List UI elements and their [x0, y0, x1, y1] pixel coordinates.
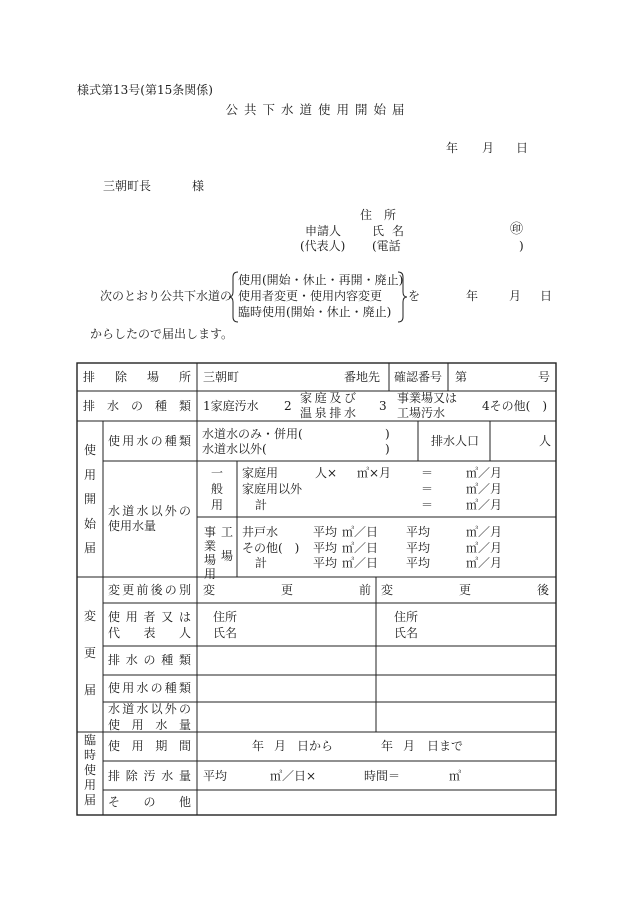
- general-use-label: 一 般 用: [211, 466, 224, 512]
- statement-particle: を: [408, 289, 421, 303]
- general-row-non-household-equals: ＝: [421, 482, 434, 496]
- statement-option-change: 使用者変更・使用内容変更: [238, 289, 383, 303]
- applicant-name-label: 氏 名: [372, 224, 404, 238]
- period-to-year: 年: [381, 739, 394, 753]
- drainage-option-2-line-1: 家 庭 及 び: [300, 391, 356, 405]
- water-type-option-2-close: ): [385, 442, 390, 456]
- business-row-well-name: 井戸水: [242, 525, 279, 539]
- general-row-total-unit: ㎥／月: [466, 498, 503, 512]
- business-row-total-avg-month: 平均: [406, 556, 431, 570]
- general-row-non-household-name: 家庭用以外: [242, 482, 303, 496]
- drainage-option-1-number: 1: [203, 399, 211, 413]
- change-non-tap-volume-label-2: 使 用 水 量: [108, 718, 191, 732]
- change-notice-section-label: 変 更 届: [84, 609, 97, 697]
- change-before-header: 変 更 前: [203, 583, 371, 597]
- general-row-household-unit: ㎥／月: [466, 466, 503, 480]
- change-user-label-1: 使 用 者 又 は: [108, 610, 191, 624]
- period-to-month: 月: [403, 739, 416, 753]
- discharge-volume-unit: ㎥: [449, 769, 462, 783]
- drainage-option-3-number: 3: [379, 399, 387, 413]
- confirmation-number-label: 確認番号: [394, 370, 443, 384]
- statement-option-temporary: 臨時使用(開始・休止・廃止): [238, 305, 392, 319]
- confirmation-number-prefix: 第: [455, 370, 468, 384]
- business-row-total-unit-day: ㎥／日: [342, 556, 379, 570]
- addressee-honorific: 様: [192, 179, 205, 193]
- temporary-other-label: そ の 他: [108, 795, 191, 809]
- applicant-address-label: 住 所: [360, 208, 396, 222]
- temporary-notice-section-label: 臨 時 使 用 届: [84, 733, 97, 807]
- change-before-after-label: 変 更 前 後 の 別: [108, 583, 191, 597]
- water-type-option-tap-or-mixed: 水道水のみ・併用(: [202, 427, 303, 441]
- drainage-population-unit: 人: [539, 434, 552, 448]
- business-row-other-unit-day: ㎥／日: [342, 541, 379, 555]
- discharge-volume-per-day: ㎥／日×: [270, 769, 317, 783]
- applicant-role-label: 申請人: [305, 224, 342, 238]
- change-before-name-label: 氏名: [213, 626, 238, 640]
- seal-mark: ㊞: [510, 222, 524, 237]
- discharge-town: 三朝町: [203, 370, 240, 384]
- drainage-population-label: 排水人口: [431, 434, 480, 448]
- right-brace: [397, 271, 407, 323]
- statement-closing: からしたので届出します。: [90, 327, 234, 341]
- addressee-name: 三朝町長: [103, 179, 152, 193]
- business-row-total-name: 計: [255, 556, 268, 570]
- period-from-year: 年: [252, 739, 265, 753]
- general-row-total-equals: ＝: [421, 498, 434, 512]
- general-row-total-name: 計: [255, 498, 268, 512]
- drainage-option-1: [203, 399, 259, 413]
- water-type-option-1-close: ): [385, 427, 390, 441]
- start-non-tap-volume-label-1: 水 道 水 以 外 の: [108, 504, 191, 518]
- general-row-household-equals: ＝: [421, 466, 434, 480]
- business-row-total-avg-day: 平均: [313, 556, 338, 570]
- business-row-other-avg-month: 平均: [406, 541, 431, 555]
- change-non-tap-volume-label-1: 水 道 水 以 外 の: [108, 702, 191, 716]
- discharge-volume-label: 排 除 汚 水 量: [108, 769, 191, 783]
- discharge-location-label: 排 除 場 所: [83, 370, 191, 384]
- form-title: 公共下水道使用開始届: [225, 102, 411, 117]
- period-from-month: 月: [274, 739, 287, 753]
- change-after-name-label: 氏名: [394, 626, 419, 640]
- change-user-label-2: 代 表 人: [108, 626, 191, 640]
- drainage-option-2-number: 2: [284, 399, 292, 413]
- confirmation-number-suffix: 号: [538, 370, 551, 384]
- drainage-type-label: 排 水 の 種 類: [83, 399, 191, 413]
- date-day-label: 日: [516, 141, 529, 155]
- date-month-label: 月: [482, 141, 495, 155]
- phone-label-open: (電話: [372, 239, 401, 253]
- discharge-volume-hours: 時間＝: [364, 769, 401, 783]
- general-row-non-household-unit: ㎥／月: [466, 482, 503, 496]
- business-row-other-name: その他( ): [242, 541, 300, 555]
- drainage-option-3-line-1: 事業場又は: [397, 391, 458, 405]
- water-type-option-non-tap: 水道水以外(: [202, 442, 267, 456]
- start-notice-section-label: 使 用 開 始 届: [84, 443, 97, 555]
- change-water-type-label: 使 用 水 の 種 類: [108, 681, 191, 695]
- discharge-volume-average: 平均: [203, 769, 228, 783]
- statement-date-month: 月: [509, 289, 522, 303]
- statement-option-use: 使用(開始・休止・再開・廃止): [238, 273, 404, 287]
- phone-label-close: ): [519, 239, 524, 253]
- general-row-household-persons: 人×: [315, 466, 338, 480]
- form-number: 様式第13号(第15条関係): [77, 83, 213, 97]
- period-from-day: 日から: [297, 739, 334, 753]
- representative-label: (代表人): [300, 239, 346, 253]
- drainage-option-4: [482, 399, 547, 413]
- usage-period-label: 使 用 期 間: [108, 739, 191, 753]
- business-row-well-unit-day: ㎥／日: [342, 525, 379, 539]
- period-to-day: 日まで: [427, 739, 464, 753]
- change-before-address-label: 住所: [213, 610, 238, 624]
- business-row-total-unit-month: ㎥／月: [466, 556, 503, 570]
- general-row-household-months: ㎥×月: [357, 466, 392, 480]
- statement-date-year: 年: [466, 289, 479, 303]
- statement-prefix: 次のとおり公共下水道の: [100, 289, 233, 303]
- change-drainage-type-label: 排 水 の 種 類: [108, 653, 191, 667]
- factory-use-label: 工 場: [221, 525, 234, 563]
- drainage-option-3-line-2: 工場汚水: [397, 406, 446, 420]
- business-row-other-avg-day: 平均: [313, 541, 338, 555]
- discharge-address-suffix: 番地先: [344, 370, 381, 384]
- start-water-type-label: 使 用 水 の 種 類: [108, 434, 191, 448]
- change-after-address-label: 住所: [394, 610, 419, 624]
- change-after-header: 変 更 後: [381, 583, 549, 597]
- statement-date-day: 日: [540, 289, 553, 303]
- general-row-household-name: 家庭用: [242, 466, 279, 480]
- business-use-label: 事 業 場 用: [204, 525, 217, 581]
- business-row-well-unit-month: ㎥／月: [466, 525, 503, 539]
- drainage-option-1-text: 家庭汚水: [210, 399, 259, 413]
- drainage-option-2-line-2: 温 泉 排 水: [300, 406, 356, 420]
- drainage-option-4-number: 4: [482, 399, 490, 413]
- business-row-other-unit-month: ㎥／月: [466, 541, 503, 555]
- business-row-well-avg-day: 平均: [313, 525, 338, 539]
- business-row-well-avg-month: 平均: [406, 525, 431, 539]
- drainage-option-4-text: その他( ): [489, 399, 548, 413]
- start-non-tap-volume-label-2: 使用水量: [108, 519, 157, 533]
- date-year-label: 年: [446, 141, 459, 155]
